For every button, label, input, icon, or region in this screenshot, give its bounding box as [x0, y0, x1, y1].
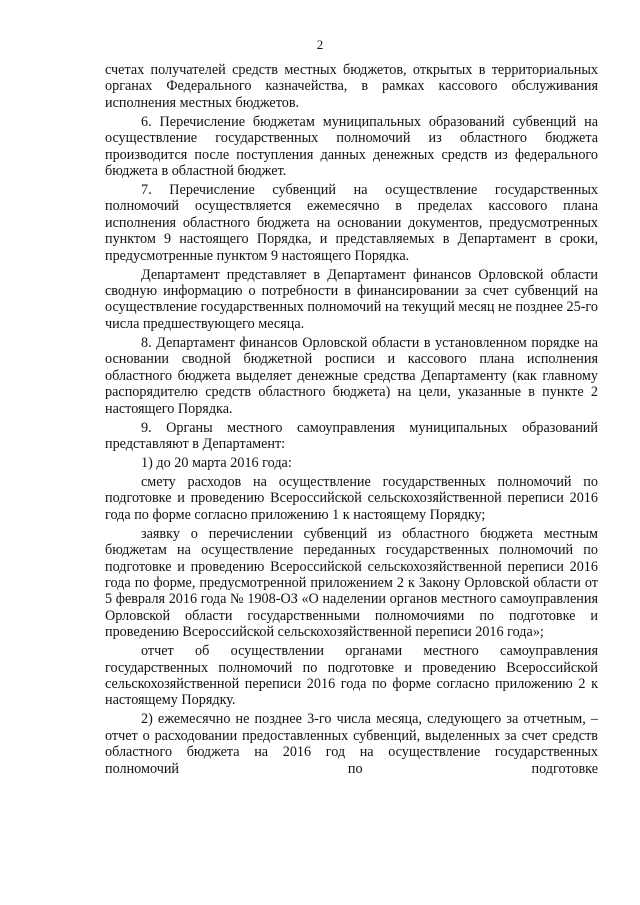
paragraph-application: заявку о перечислении субвенций из областного бюджета местным бюджетам на осуществление переданных государственных полномочий по подготовке и проведению Всероссийской сельскохозяйственной переписи 2016 года по форме, предусмотренной приложением 2 к Закону Орловской области от 5 февраля 2016 года № 1908-ОЗ «О наделении органов местного самоуправления Орловской области государственными полномочиями по подготовке и проведению Всероссийской сельскохозяйственной переписи 2016 года»; — [105, 525, 598, 641]
paragraph-report: отчет об осуществлении органами местного самоуправления государственных полномочий по подготовке и проведению Всероссийской сельскохозяйственной переписи 2016 года по форме согласно приложению 2 к настоящему Порядку. — [105, 643, 598, 709]
paragraph-item-8: 8. Департамент финансов Орловской области в установленном порядке на основании сводной бюджетной росписи и кассового плана исполнения областного бюджета выделяет денежные средства Департаменту (как главному распорядителю средств областного бюджета) на цели, указанные в пункте 2 настоящего Порядка. — [105, 334, 598, 417]
paragraph-item-6: 6. Перечисление бюджетам муниципальных образований субвенций на осуществление государственных полномочий из областного бюджета производится после поступления данных денежных средств из федерального бюджета в областной бюджет. — [105, 113, 598, 180]
paragraph-item-7: 7. Перечисление субвенций на осуществление государственных полномочий осуществляется ежемесячно в пределах кассового плана исполнения областного бюджета на основании документов, предусмотренных пунктом 9 настоящего Порядка, и представляемых в Департамент в сроки, предусмотренные пунктом 9 настоящего Порядка. — [105, 182, 598, 264]
paragraph-subitem-1: 1) до 20 марта 2016 года: — [141, 454, 292, 471]
page-number: 2 — [316, 37, 324, 52]
paragraph-subitem-2: 2) ежемесячно не позднее 3-го числа месяца, следующего за отчетным, – отчет о расходовании предоставленных субвенций, выделенных за счет средств областного бюджета на 2016 год на осуществление государственных полномочий по подготовке — [105, 711, 598, 777]
paragraph-continuation: счетах получателей средств местных бюджетов, открытых в территориальных органах Федерального казначейства, в рамках кассового обслуживания исполнения местных бюджетов. — [105, 62, 598, 111]
document-body — [105, 62, 598, 780]
paragraph-department-info: Департамент представляет в Департамент финансов Орловской области сводную информацию о потребности в финансировании за счет субвенций на осуществление государственных полномочий на текущий месяц не позднее 25-го числа предшествующего месяца. — [105, 266, 598, 332]
paragraph-estimate: смету расходов на осуществление государственных полномочий по подготовке и проведению Всероссийской сельскохозяйственной переписи 2016 года по форме согласно приложению 1 к настоящему Порядку; — [105, 473, 598, 523]
paragraph-item-9: 9. Органы местного самоуправления муниципальных образований представляют в Департамент: — [105, 419, 598, 452]
